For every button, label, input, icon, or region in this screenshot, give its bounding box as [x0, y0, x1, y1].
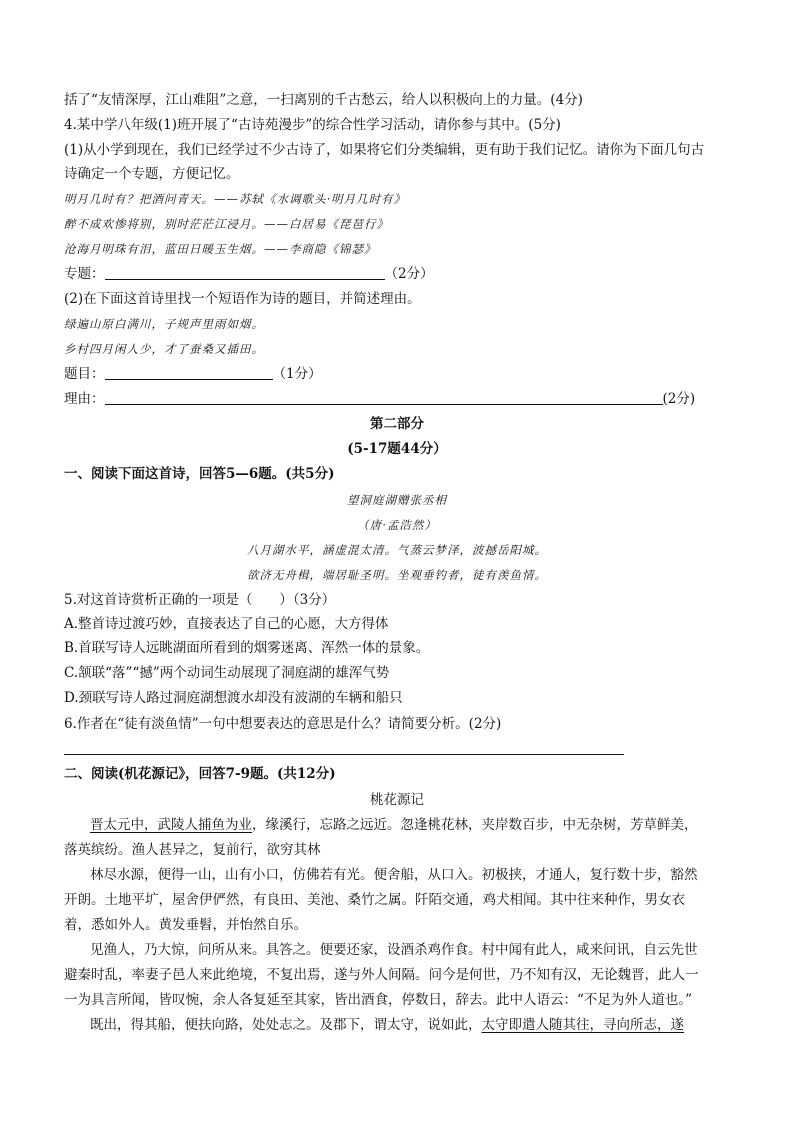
verse-line: 沧海月明珠有泪，蓝田日暖玉生烟。——李商隐《锦瑟》 — [64, 242, 377, 256]
reason-answer-blank[interactable] — [105, 390, 663, 405]
essay-para2-line3: 着，悉如外人。黄发垂髫，并怡然自乐。 — [64, 917, 307, 933]
q6-stem: 6.作者在“徒有淡鱼情”一句中想要表达的意思是什么？请简要分析。(2分) — [64, 716, 502, 732]
q4-stem: 4.某中学八年级(1)班开展了“古诗苑漫步”的综合性学习活动，请你参与其中。(5分) — [64, 117, 561, 133]
reason-answer-row — [64, 389, 695, 409]
section1-title: 一、阅读下面这首诗，回答5—6题。(共5分) — [64, 466, 335, 482]
title-label: 题目： — [64, 366, 105, 382]
poem-body-line: 八月湖水平，涵虚混太清。气蒸云梦泽，波撼岳阳城。 — [247, 543, 547, 557]
q4-1-text-a: (1)从小学到现在，我们已经学过不少古诗了，如果将它们分类编辑，更有助于我们记忆。请你为下面几句古 — [64, 142, 705, 158]
essay-para2-line2: 开朗。土地平圹，屋舍伊俨然，有良田、美池、桑竹之属。阡陌交通，鸡犬相闻。其中往来种作，男女衣 — [64, 892, 685, 908]
poem-body-line: 欲济无舟楫，端居耻圣明。坐观垂钓者，徒有羡鱼情。 — [247, 568, 547, 582]
q6-answer-line[interactable] — [64, 754, 624, 755]
essay-para3-line3: 一为具言所闻，皆叹惋，余人各复延至其家，皆出酒食，停数日，辞去。此中人语云：“不足为外人道也。” — [64, 992, 693, 1008]
essay-text: 既出，得其船，便扶向路，处处志之。及郡下，谓太守，说如此， — [90, 1017, 482, 1033]
verse-line: 明月几时有？把酒问青天。——苏轼《水调歌头·明月几时有》 — [64, 192, 407, 206]
q3-continuation: 括了“友情深厚，江山难阻”之意，一扫离别的千古愁云，给人以积极向上的力量。(4分) — [64, 92, 583, 108]
q5-option-b: B.首联写诗人远眺湖面所看到的烟雾迷离、浑然一体的景象。 — [64, 640, 430, 656]
q4-1-text-b: 诗确定一个专题，方便记忆。 — [64, 166, 240, 182]
reason-label: 理由： — [64, 391, 105, 407]
essay-para2-line1: 林尽水源，便得一山，山有小口，仿佛若有光。便舍船，从口入。初极挟，才通人，复行数十步，豁然 — [90, 867, 698, 883]
essay-para1-line2: 落英缤纷。渔人甚异之，复前行，欲穷其林 — [64, 842, 321, 858]
topic-answer-blank[interactable] — [105, 265, 385, 280]
q5-option-a: A.整首诗过渡巧妙，直接表达了自己的心愿，大方得体 — [64, 616, 389, 632]
part2-subheading: (5-17题44分） — [347, 441, 447, 457]
poem-title: 望洞庭湖赠张丞相 — [347, 493, 447, 507]
poem-line: 乡村四月闲人少，才了蚕桑又插田。 — [64, 342, 264, 356]
essay-para3-line1: 见渔人，乃大惊，问所从来。具答之。便要还家，设酒杀鸡作食。村中闻有此人，咸来问讯，自云先世 — [90, 942, 698, 958]
section2-title: 二、阅读(机花源记》，回答7-9题。(共12分) — [64, 766, 336, 782]
essay-para4-line1 — [90, 1015, 684, 1035]
q4-2-text: (2)在下面这首诗里找一个短语作为诗的题目，并简述理由。 — [64, 291, 421, 307]
essay-para1-line1 — [90, 815, 698, 835]
essay-title: 桃花源记 — [370, 792, 424, 808]
essay-text: ，缘溪行，忘路之远近。忽逢桃花林，夹岸数百步，中无杂树，芳草鲜美， — [252, 817, 698, 833]
topic-score: （2分） — [384, 266, 434, 282]
poem-line: 绿遍山原白满川，子规声里雨如烟。 — [64, 317, 264, 331]
topic-label: 专题： — [64, 266, 105, 282]
underlined-phrase: 晋太元中，武陵人捕鱼为业 — [90, 817, 252, 833]
verse-line: 醉不成欢惨将别，别时茫茫江浸月。——白居易《琵琶行》 — [64, 217, 389, 231]
essay-para3-line2: 避秦时乱，率妻子邑人来此绝境，不复出焉，遂与外人间隔。问今是何世，乃不知有汉，无论魏晋，此人一 — [64, 967, 699, 983]
title-answer-row — [64, 364, 322, 384]
q5-option-c: C.颔联“落”“撼”两个动词生动展现了洞庭湖的雄浑气势 — [64, 665, 390, 681]
title-answer-blank[interactable] — [105, 365, 273, 380]
title-score: （1分） — [272, 366, 322, 382]
topic-answer-row — [64, 264, 434, 284]
reason-score: (2分) — [662, 391, 696, 407]
part2-heading: 第二部分 — [370, 416, 424, 432]
poem-author: （唐·孟浩然） — [357, 518, 437, 532]
underlined-phrase: 太守即遣人随其往，寻向所志，遂 — [481, 1017, 684, 1033]
q5-option-d: D.颈联写诗人路过洞庭湖想渡水却没有波湖的车辆和船只 — [64, 690, 403, 706]
q5-stem: 5.对这首诗赏析正确的一项是（ ）（3分） — [64, 592, 336, 608]
